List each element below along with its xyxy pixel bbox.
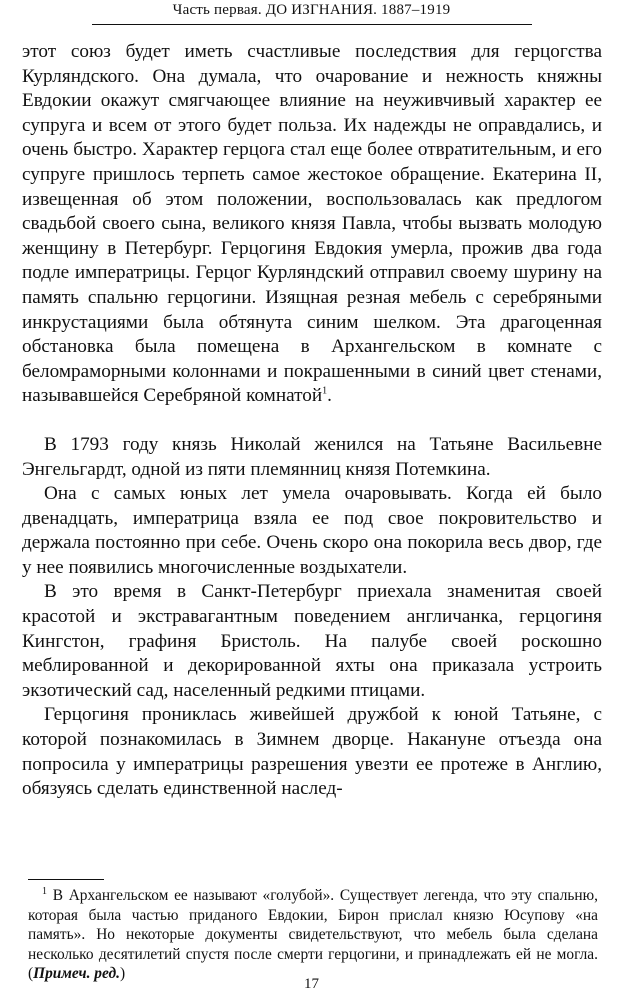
footnote-mark: 1	[42, 885, 47, 897]
footnote-close: )	[119, 965, 126, 983]
paragraph-1-text: этот союз будет иметь счастливые последствия для герцогства Курляндского. Она думала, что очарование и нежность княжны Евдокии окажут смягчающее влияние на неуживчивый характер ее супруга и всем от этого будет польза. Их надежды не оправдались, и очень быстро. Характер герцога стал еще более отвратительным, и его супруге пришлось терпеть самое жестокое обращение. Екатерина II, извещенная об этом положении, воспользовалась как предлогом свадьбой своего сына, великого князя Павла, чтобы вызвать молодую женщину в Петербург. Герцогиня Евдокия умерла, прожив два года подле императрицы. Герцог Курляндский отправил своему шурину на память спальню герцогини. Изящная резная мебель с серебряными инкрустациями была обтянута синим шелком. Эта драгоценная обстановка была помещена в Архангельском в комнате с беломраморными колоннами и покрашенными в синий цвет стенами, называвшейся Серебряной комнатой	[22, 41, 602, 407]
footnote	[28, 886, 598, 984]
paragraph-2: В 1793 году князь Николай женился на Татьяне Васильевне Энгельгардт, одной из пяти племянниц князя Потемкина.	[22, 433, 602, 480]
running-head: Часть первая. ДО ИЗГНАНИЯ. 1887–1919	[172, 2, 451, 18]
header-rule	[92, 24, 532, 25]
page-number: 17	[304, 976, 319, 992]
footnote-editor-note: Примеч. ред.	[33, 965, 120, 983]
footnote-reference: 1	[322, 385, 328, 397]
paragraph-4: В это время в Санкт-Петербург приехала знаменитая своей красотой и экстравагантным поведением англичанка, герцогиня Кингстон, графиня Бристоль. На палубе своей роскошно меблированной и декорированной яхты она приказала устроить экзотический сад, населенный редкими птицами.	[22, 581, 602, 701]
paragraph-5: Герцогиня прониклась живейшей дружбой к юной Татьяне, с которой познакомилась в Зимнем дворце. Накануне отъезда она попросила у императрицы разрешения увезти ее протеже в Англию, обязуясь сделать единственной наслед-	[22, 704, 602, 800]
footnote-text: В Архангельском ее называют «голубой». Существует легенда, что эту спальню, которая была частью приданого Евдокии, Бирон прислал князю Юсупову «на память». Но некоторые документы свидетельствуют, что мебель была сделана несколько десятилетий спустя после смерти герцогини, и принадлежать ей не могла. (	[28, 887, 598, 983]
paragraph-3: Она с самых юных лет умела очаровывать. Когда ей было двенадцать, императрица взяла ее под свое покровительство и держала постоянно при себе. Очень скоро она покорила весь двор, где у нее появились многочисленные воздыхатели.	[22, 483, 602, 578]
body-text	[22, 40, 602, 802]
paragraph-1: этот союз будет иметь счастливые последствия для герцогства Курляндского. Она думала, что очарование и нежность княжны Евдокии окажут смягчающее влияние на неуживчивый характер ее супруга и всем от этого будет польза. Их надежды не оправдались, и очень быстро. Характер герцога стал еще более отвратительным, и его супруге пришлось терпеть самое жестокое обращение. Екатерина II, извещенная об этом положении, воспользовалась как предлогом свадьбой своего сына, великого князя Павла, чтобы вызвать молодую женщину в Петербург. Герцогиня Евдокия умерла, прожив два года подле императрицы. Герцог Курляндский отправил своему шурину на память спальню герцогини. Изящная резная мебель с серебряными инкрустациями была обтянута синим шелком. Эта драгоценная обстановка была помещена в Архангельском в комнате с беломраморными колоннами и покрашенными в синий цвет стенами, называвшейся Серебряной комнатой$^1$.	[22, 41, 602, 407]
footnote-rule	[28, 879, 104, 880]
